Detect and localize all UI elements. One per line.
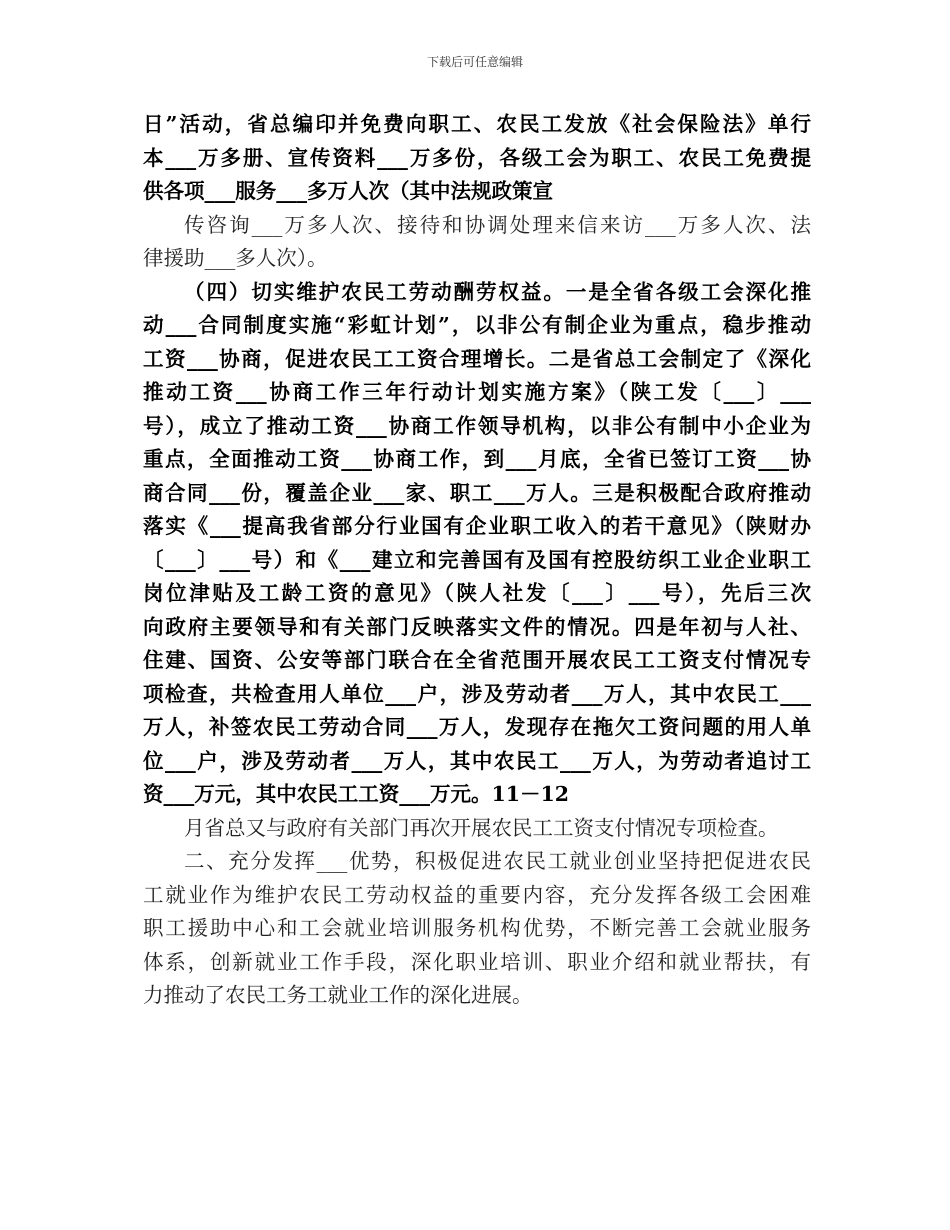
text-line: 项检查，共检查用人单位___户，涉及劳动者___万人，其中农民工___ [143,681,811,706]
text-line: 住建、国资、公安等部门联合在全省范围开展农民工工资支付情况专 [143,648,811,672]
text-line: 向政府主要领导和有关部门反映落实文件的情况。四是年初与人社、 [143,614,811,639]
text-line: 力推动了农民工务工就业工作的深化进展。 [143,983,533,1007]
text-line: 重点，全面推动工资___协商工作，到___月底，全省已签订工资___协 [143,447,811,471]
text-line: 资___万元，其中农民工工资___万元。11－12 [143,782,570,806]
text-line: （四）切实维护农民工劳动酬劳权益。一是全省各级工会深化推 [184,279,811,304]
text-line: 职工援助中心和工会就业培训服务机构优势，不断完善工会就业服务 [143,916,811,940]
text-line: 供各项___服务___多万人次（其中法规政策宣 [143,179,553,203]
paragraph-4 [143,812,811,846]
text-line: 商合同___份，覆盖企业___家、职工___万人。三是积极配合政府推动 [143,480,811,505]
text-line: 本___万多册、宣传资料___万多份，各级工会为职工、农民工免费提 [143,145,811,170]
text-line: 万人，补签农民工劳动合同___万人，发现存在拖欠工资问题的用人单 [143,715,811,739]
text-line: 岗位津贴及工龄工资的意见》（陕人社发〔___〕___号），先后三次 [143,581,811,605]
text-line: 动___合同制度实施“彩虹计划”，以非公有制企业为重点，稳步推动 [143,313,811,337]
text-line: 工资___协商，促进农民工工资合理增长。二是省总工会制定了《深化 [143,346,811,371]
text-line: 律援助___多人次）。 [143,246,328,270]
paragraph-5 [143,845,811,1013]
text-line: 工就业作为维护农民工劳动权益的重要内容，充分发挥各级工会困难 [143,882,811,907]
text-line: 月省总又与政府有关部门再次开展农民工工资支付情况专项检查。 [184,815,779,840]
text-line: 推动工资___协商工作三年行动计划实施方案》（陕工发〔___〕___ [143,380,811,404]
paragraph-2 [143,209,811,276]
paragraph-1 [143,108,811,209]
page-header: 下载后可任意编辑 [426,55,523,69]
text-line: 落实《___提高我省部分行业国有企业职工收入的若干意见》（陕财办 [143,514,811,538]
text-line: 位___户，涉及劳动者___万人，其中农民工___万人，为劳动者追讨工 [143,748,811,773]
document-body [143,108,811,1013]
text-line: 体系，创新就业工作手段，深化职业培训、职业介绍和就业帮扶，有 [143,949,811,974]
text-line: 二、充分发挥___优势，积极促进农民工就业创业坚持把促进农民 [184,849,811,873]
text-line: 号），成立了推动工资___协商工作领导机构，以非公有制中小企业为 [143,413,811,438]
text-line: 日”活动，省总编印并免费向职工、农民工发放《社会保险法》单行 [143,112,811,136]
text-line: 传咨询___万多人次、接待和协调处理来信来访___万多人次、法 [184,212,811,237]
paragraph-3 [143,276,811,812]
text-line: 〔___〕___号）和《___建立和完善国有及国有控股纺织工业企业职工 [143,547,811,572]
